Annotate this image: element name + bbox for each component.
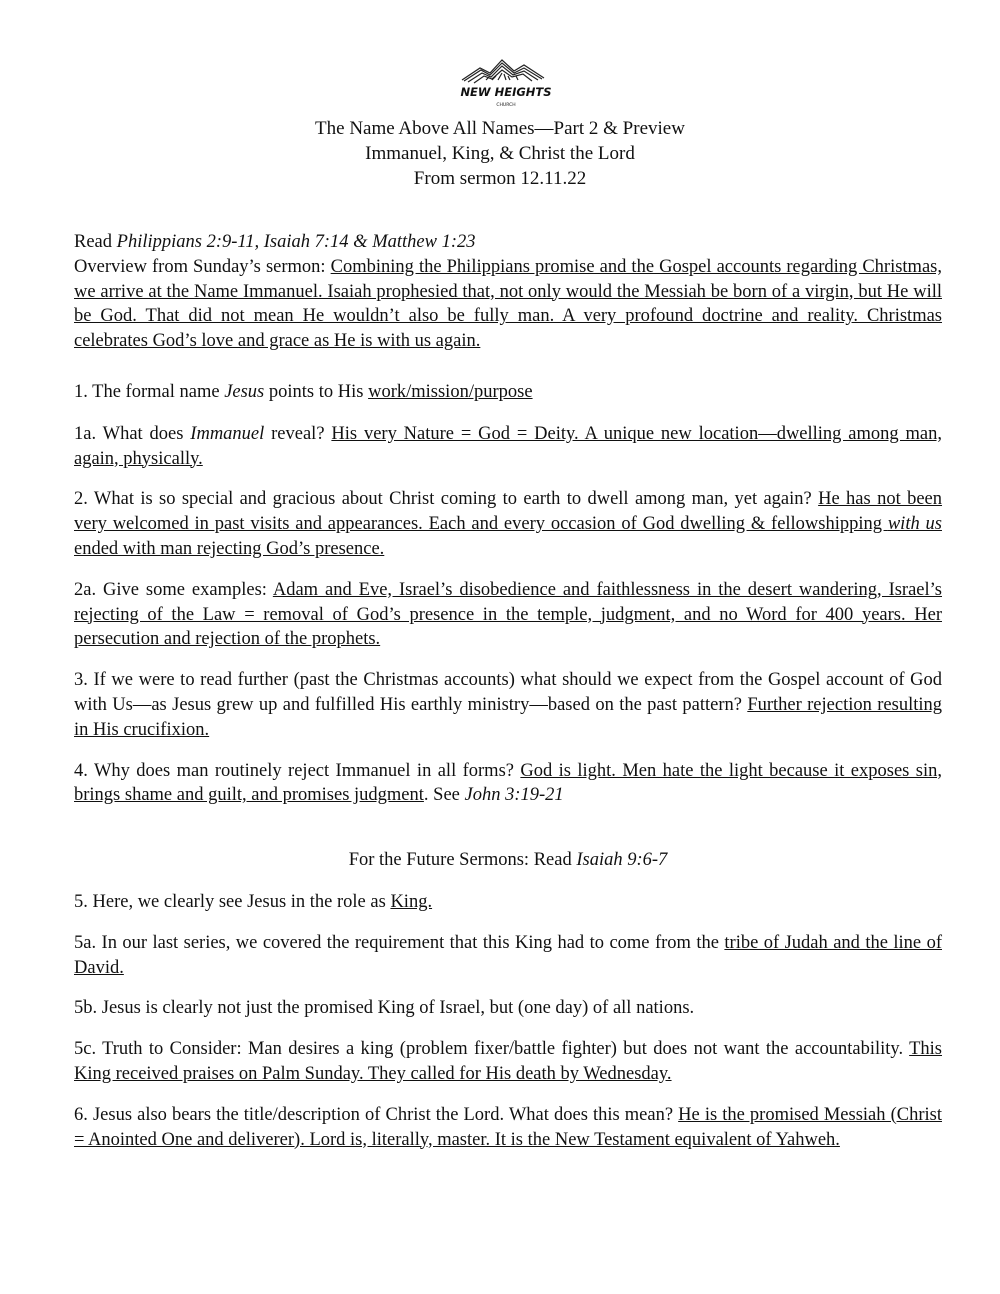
read-scripture: Read Philippians 2:9-11, Isaiah 7:14 & Matthew 1:23 <box>74 232 476 252</box>
church-logo <box>456 56 556 112</box>
worksheet-header <box>0 116 1000 191</box>
question-2a: 2a. Give some examples: Adam and Eve, Israel’s disobedience and faithlessness in the desert wandering, Israel’s rejecting of the Law = removal of God’s presence in the temple, judgment, and no Word for 400 years. Her persecution and rejection of the prophets. <box>74 579 942 650</box>
question-1a: 1a. What does Immanuel reveal? His very Nature = God = Deity. A unique new location—dwelling among man, again, physically. <box>74 423 942 469</box>
question-4: 4. Why does man routinely reject Immanuel in all forms? God is light. Men hate the light because it exposes sin, brings shame and guilt, and promises judgment. See John 3:19-21 <box>74 760 942 806</box>
answer-5a: tribe of Judah and the line of David. <box>74 932 942 978</box>
mountain-logo-icon <box>456 56 556 112</box>
ref-isaiah: Isaiah 9:6-7 <box>576 850 668 871</box>
worksheet-body <box>74 230 942 1152</box>
question-5c: 5c. Truth to Consider: Man desires a king (problem fixer/battle fighter) but does not want the accountability. This King received praises on Palm Sunday. They called for His death by Wednesday. <box>74 1039 942 1084</box>
question-5a: 5a. In our last series, we covered the requirement that this King had to come from the tribe of Judah and the line of David. <box>74 932 942 978</box>
answer-5c: This King received praises on Palm Sunday. They called for His death by Wednesday. <box>74 1039 942 1084</box>
question-6: 6. Jesus also bears the title/description of Christ the Lord. What does this mean? He is the promised Messiah (Christ = Anointed One and deliverer). Lord is, literally, master. It is the New Testament equivalent of Yahweh. <box>74 1104 942 1150</box>
overview: Overview from Sunday’s sermon: Combining the Philippians promise and the Gospel accounts regarding Christmas, we arrive at the Name Immanuel. Isaiah prophesied that, not only would the Messiah be born of a virgin, but He will be God. That did not mean He wouldn’t also be fully man. A very profound doctrine and reality. Christmas celebrates God’s love and grace as He is with us again. <box>74 256 942 352</box>
answer-3: Further rejection resulting in His crucifixion. <box>74 694 942 740</box>
answer-5: King. <box>390 891 433 912</box>
sermon-date: From sermon 12.11.22 <box>413 168 587 189</box>
subtitle: Immanuel, King, & Christ the Lord <box>365 143 635 164</box>
question-2: 2. What is so special and gracious about Christ coming to earth to dwell among man, yet again? He has not been very welcomed in past visits and appearances. Each and every occasion of God dwelling & fellowshipping with us ended with man rejecting God’s presence. <box>74 489 943 559</box>
answer-6: He is the promised Messiah (Christ = Anointed One and deliverer). Lord is, literally, master. It is the New Testament equivalent of Yahweh. <box>74 1104 942 1150</box>
logo-name: NEW HEIGHTS <box>460 85 552 99</box>
question-1: 1. The formal name Jesus points to His work/mission/purpose <box>74 381 533 402</box>
ref-john: John 3:19-21 <box>464 785 564 806</box>
answer-1: work/mission/purpose <box>368 381 533 402</box>
answer-2a: Adam and Eve, Israel’s disobedience and faithlessness in the desert wandering, Israel’s rejecting of the Law = removal of God’s presence in the temple, judgment, and no Word for 400 years. Her persecution and rejection of the prophets. <box>74 579 942 650</box>
question-5: 5. Here, we clearly see Jesus in the role as King. <box>74 891 433 912</box>
answer-1a: His very Nature = God = Deity. A unique new location—dwelling among man, again, physically. <box>74 423 942 469</box>
answer-2: He has not been very welcomed in past visits and appearances. Each and every occasion of God dwelling & fellowshipping with us ended with man rejecting God’s presence. <box>74 489 943 559</box>
scripture-refs: Philippians 2:9-11, Isaiah 7:14 & Matthew 1:23 <box>116 232 476 252</box>
future-sermons: For the Future Sermons: Read Isaiah 9:6-7 <box>348 850 668 871</box>
question-5b: 5b. Jesus is clearly not just the promised King of Israel, but (one day) of all nations. <box>74 998 695 1019</box>
question-3: 3. If we were to read further (past the Christmas accounts) what should we expect from the Gospel account of God with Us—as Jesus grew up and fulfilled His earthly ministry—based on the past pattern? Further rejection resulting in His crucifixion. <box>74 670 942 740</box>
logo-sub: CHURCH <box>496 103 516 108</box>
overview-answer: Combining the Philippians promise and the Gospel accounts regarding Christmas, we arrive at the Name Immanuel. Isaiah prophesied that, not only would the Messiah be born of a virgin, but He will be God. That did not mean He wouldn’t also be fully man. A very profound doctrine and reality. Christmas celebrates God’s love and grace as He is with us again. <box>74 256 942 352</box>
answer-4: God is light. Men hate the light because it exposes sin, brings shame and guilt, and promises judgment <box>74 760 942 806</box>
title: The Name Above All Names—Part 2 & Preview <box>315 118 685 139</box>
